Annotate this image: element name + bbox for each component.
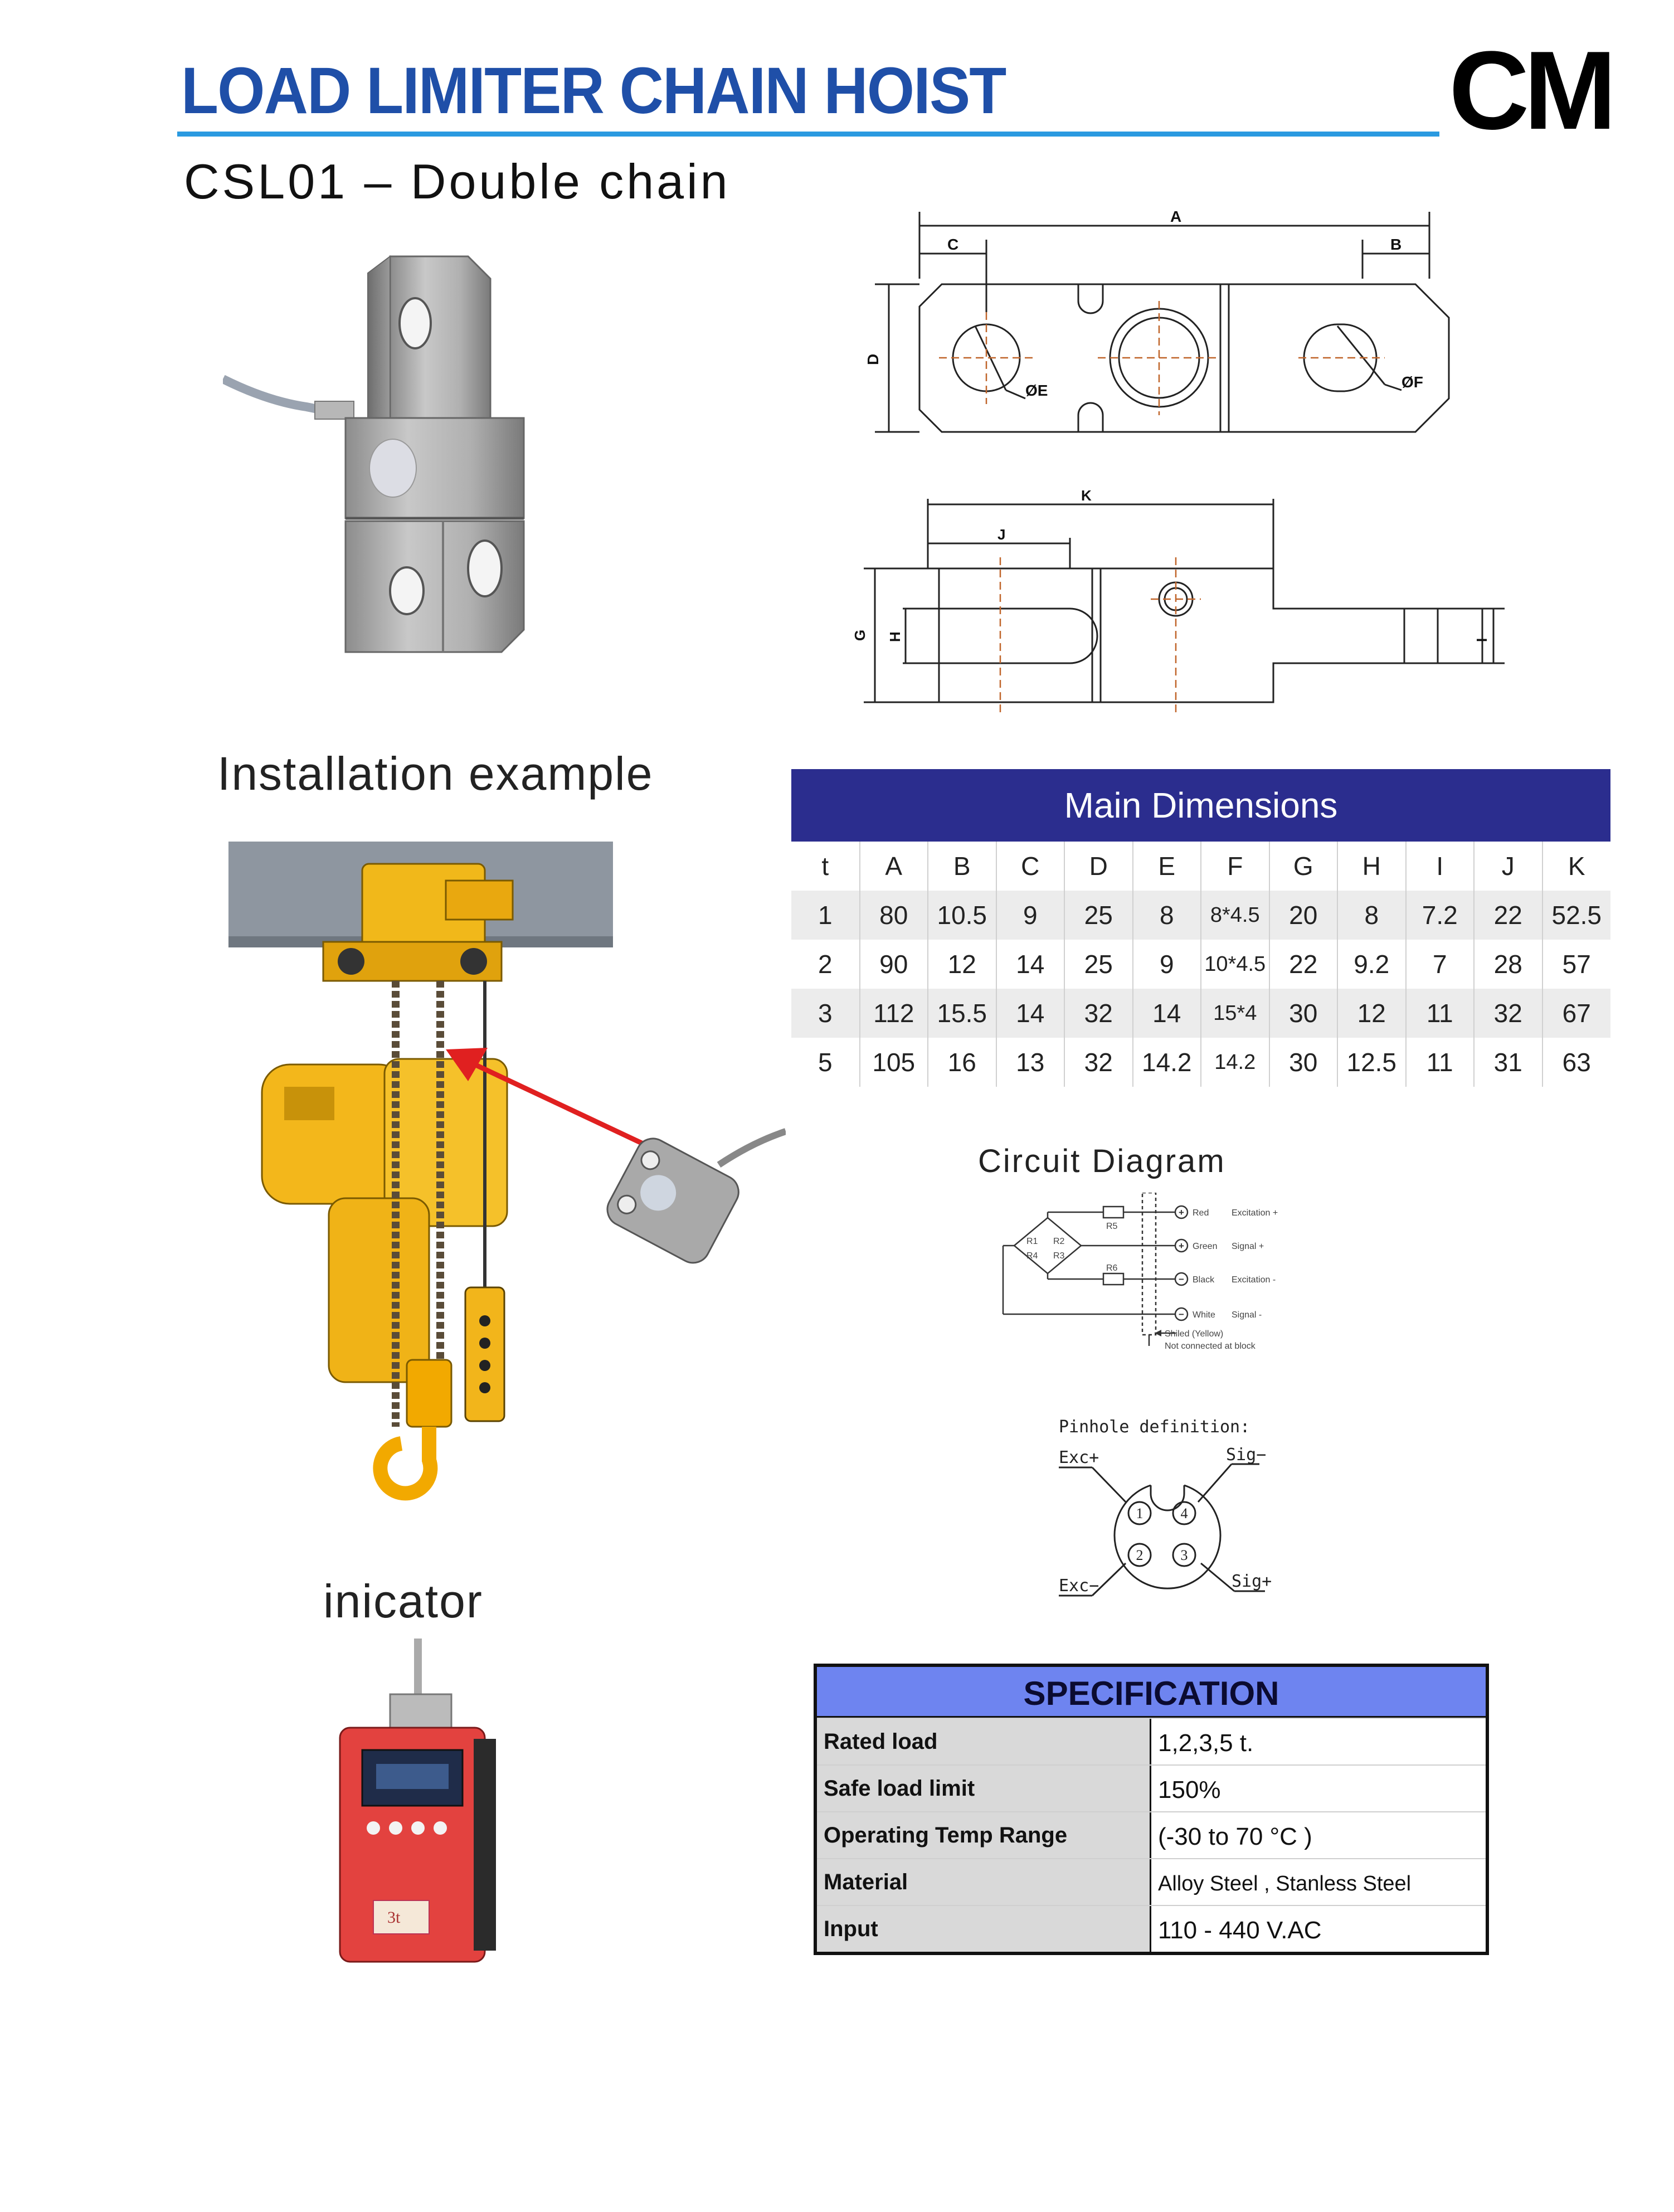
specification-table	[814, 1664, 1489, 1955]
pin-label-exc-minus: Exc−	[1059, 1576, 1099, 1596]
terminal-signal: Excitation +	[1232, 1208, 1278, 1218]
terminal-symbol: +	[1179, 1241, 1184, 1251]
table-cell: 15.5	[928, 989, 996, 1038]
dimensions-col-header: C	[996, 842, 1065, 891]
table-cell: 52.5	[1542, 891, 1611, 940]
table-cell: 10.5	[928, 891, 996, 940]
side-view-drawing	[841, 485, 1510, 725]
brand-logo: CM	[1449, 28, 1612, 153]
table-row	[817, 1764, 1486, 1811]
table-cell: 12	[1337, 989, 1406, 1038]
dim-label-a: A	[1170, 208, 1182, 225]
pinhole-definition-diagram	[1048, 1413, 1293, 1613]
model-subtitle: CSL01 – Double chain	[184, 154, 731, 209]
dim-label-i: I	[1473, 638, 1490, 642]
table-cell: 25	[1064, 891, 1133, 940]
table-row	[791, 891, 1610, 940]
svg-text:3t: 3t	[387, 1908, 401, 1927]
table-row	[791, 940, 1610, 989]
table-cell: 22	[1474, 891, 1542, 940]
table-cell: 7	[1406, 940, 1475, 989]
resistor-label: R4	[1026, 1251, 1038, 1261]
main-dimensions-table	[791, 769, 1610, 1087]
table-row	[817, 1811, 1486, 1858]
dimensions-col-header: K	[1542, 842, 1611, 891]
main-dimensions-title: Main Dimensions	[791, 769, 1610, 842]
table-cell: 25	[1064, 940, 1133, 989]
specification-title: SPECIFICATION	[817, 1667, 1486, 1718]
table-cell: 30	[1269, 989, 1338, 1038]
resistor-label: R5	[1106, 1222, 1118, 1231]
table-cell: 7.2	[1406, 891, 1475, 940]
terminal-symbol: +	[1179, 1207, 1184, 1218]
pin-label-sig-plus: Sig+	[1232, 1572, 1272, 1591]
table-row	[817, 1905, 1486, 1952]
load-cell-photo	[223, 240, 557, 686]
resistor-label: R2	[1053, 1237, 1065, 1246]
table-cell: 9	[1133, 940, 1201, 989]
dim-label-d: D	[864, 353, 882, 365]
terminal-symbol: −	[1179, 1309, 1184, 1320]
table-cell: 57	[1542, 940, 1611, 989]
table-cell: 63	[1542, 1038, 1611, 1087]
spec-label: Safe load limit	[817, 1766, 1151, 1811]
table-cell: 11	[1406, 1038, 1475, 1087]
pin-number: 2	[1136, 1547, 1143, 1563]
spec-label: Operating Temp Range	[817, 1812, 1151, 1858]
dim-label-b: B	[1390, 236, 1402, 253]
dimensions-col-header: F	[1201, 842, 1269, 891]
table-cell: 13	[996, 1038, 1065, 1087]
spec-value: 1,2,3,5 t.	[1158, 1729, 1254, 1757]
terminal-color: Red	[1193, 1208, 1209, 1218]
dim-label-j: J	[997, 526, 1006, 543]
table-cell: 12.5	[1337, 1038, 1406, 1087]
table-cell: 28	[1474, 940, 1542, 989]
table-cell: 9.2	[1337, 940, 1406, 989]
resistor-label: R6	[1106, 1263, 1118, 1273]
dimensions-col-header: G	[1269, 842, 1338, 891]
table-cell: 20	[1269, 891, 1338, 940]
pin-label-sig-minus: Sig−	[1226, 1445, 1267, 1465]
hoist-installation-photo	[184, 842, 786, 1510]
table-cell: 112	[860, 989, 928, 1038]
table-cell: 1	[791, 891, 860, 940]
table-cell: 14.2	[1201, 1038, 1269, 1087]
table-cell: 67	[1542, 989, 1611, 1038]
dim-label-e: ØE	[1025, 382, 1048, 399]
spec-value: 110 - 440 V.AC	[1158, 1917, 1322, 1944]
table-cell: 9	[996, 891, 1065, 940]
table-cell: 32	[1474, 989, 1542, 1038]
table-cell: 10*4.5	[1201, 940, 1269, 989]
table-cell: 90	[860, 940, 928, 989]
table-cell: 8	[1133, 891, 1201, 940]
table-cell: 15*4	[1201, 989, 1269, 1038]
terminal-signal: Signal +	[1232, 1242, 1264, 1251]
table-cell: 5	[817, 1048, 833, 1077]
indicator-title: inicator	[323, 1575, 483, 1627]
spec-label: Input	[817, 1906, 1151, 1952]
spec-label: Material	[817, 1859, 1151, 1905]
table-cell: 22	[1269, 940, 1338, 989]
table-cell: 8*4.5	[1201, 891, 1269, 940]
spec-value: Alloy Steel , Stanless Steel	[1158, 1872, 1412, 1895]
dimensions-col-header: B	[928, 842, 996, 891]
table-cell: 2	[817, 950, 833, 979]
spec-value: (-30 to 70 °C )	[1158, 1823, 1312, 1850]
dimensions-col-header: A	[860, 842, 928, 891]
spec-value: 150%	[1158, 1776, 1221, 1803]
dimensions-col-header: t	[821, 852, 829, 881]
shield-note-2: Not connected at block	[1165, 1341, 1256, 1351]
table-row	[791, 1038, 1610, 1087]
table-cell: 14	[996, 940, 1065, 989]
dim-label-f: ØF	[1402, 373, 1423, 391]
table-cell: 3	[791, 989, 860, 1038]
table-cell: 32	[1064, 989, 1133, 1038]
table-cell: 32	[1064, 1038, 1133, 1087]
resistor-label: R1	[1026, 1237, 1038, 1246]
dimensions-col-header: D	[1064, 842, 1133, 891]
table-cell: 16	[928, 1038, 996, 1087]
title-underline	[177, 132, 1439, 137]
circuit-diagram	[992, 1193, 1337, 1377]
top-view-drawing	[858, 201, 1493, 446]
dimensions-col-header: E	[1133, 842, 1201, 891]
pin-number: 4	[1180, 1505, 1188, 1521]
terminal-symbol: −	[1179, 1274, 1184, 1285]
table-cell: 31	[1474, 1038, 1542, 1087]
terminal-signal: Excitation -	[1232, 1275, 1276, 1285]
indicator-photo	[318, 1639, 518, 1984]
dim-label-g: G	[851, 629, 868, 641]
table-row	[817, 1858, 1486, 1905]
dim-label-h: H	[887, 631, 903, 642]
page-title: LOAD LIMITER CHAIN HOIST	[181, 54, 1006, 128]
dim-label-c: C	[947, 236, 959, 253]
table-cell: 105	[860, 1038, 928, 1087]
terminal-color: Black	[1193, 1275, 1215, 1285]
dimensions-col-header: H	[1337, 842, 1406, 891]
circuit-diagram-title: Circuit Diagram	[978, 1143, 1226, 1179]
table-row	[791, 989, 1610, 1038]
table-cell: 14.2	[1133, 1038, 1201, 1087]
dimensions-col-header: J	[1474, 842, 1542, 891]
terminal-color: White	[1193, 1310, 1215, 1320]
table-cell: 80	[860, 891, 928, 940]
dimensions-col-header: I	[1406, 842, 1475, 891]
dimensions-header-row	[791, 842, 1610, 891]
dim-label-k: K	[1081, 487, 1092, 504]
table-row	[817, 1718, 1486, 1764]
installation-title: Installation example	[217, 747, 654, 800]
table-cell: 12	[928, 940, 996, 989]
table-cell: 8	[1337, 891, 1406, 940]
table-cell: 30	[1269, 1038, 1338, 1087]
table-cell: 14	[1133, 989, 1201, 1038]
table-cell: 11	[1406, 989, 1475, 1038]
pin-number: 1	[1136, 1505, 1143, 1521]
pin-label-exc-plus: Exc+	[1059, 1448, 1099, 1467]
terminal-color: Green	[1193, 1242, 1218, 1251]
terminal-signal: Signal -	[1232, 1310, 1262, 1320]
spec-label: Rated load	[817, 1719, 1151, 1764]
pin-number: 3	[1180, 1547, 1188, 1563]
shield-note: Shiled (Yellow)	[1165, 1329, 1224, 1339]
resistor-label: R3	[1053, 1251, 1065, 1261]
table-cell: 14	[996, 989, 1065, 1038]
pinhole-title: Pinhole definition:	[1059, 1417, 1250, 1437]
